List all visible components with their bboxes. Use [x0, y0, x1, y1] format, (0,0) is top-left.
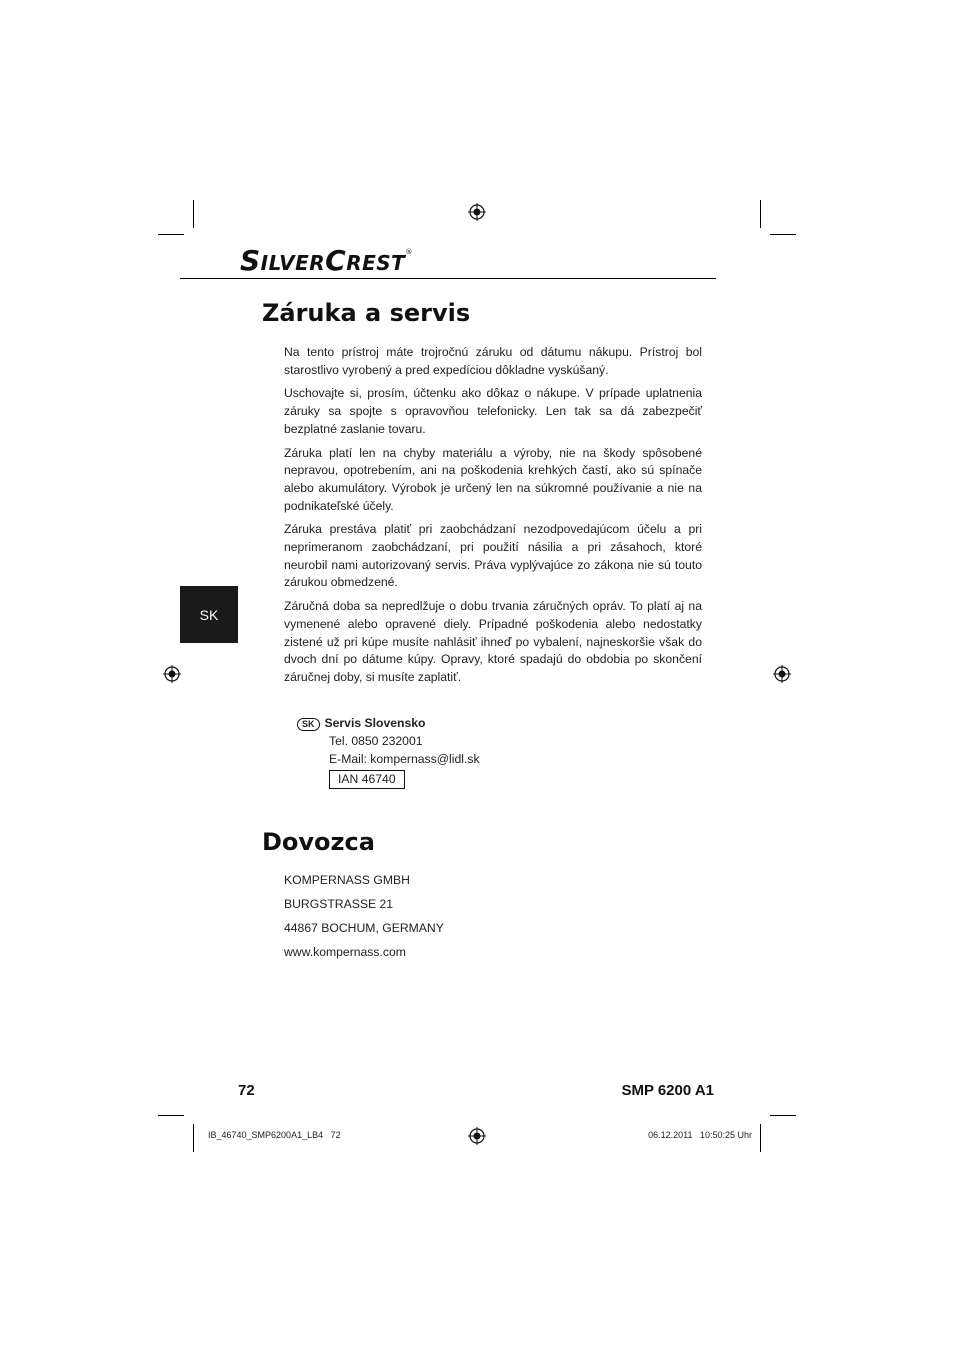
address-line: KOMPERNASS GMBH: [284, 873, 410, 887]
registration-mark-icon: [163, 665, 181, 683]
paragraph: Záručná doba sa nepredlžuje o dobu trvania záručných opráv. To platí aj na vymenené alebo opravené diely. Prípadné poškodenia alebo nedostatky zistené už pri kúpe musíte nahlásiť ihneď po vybalení, najneskoršie však do dvoch dní po dátume kúpy. Opravy, ktoré spadajú do obdobia po skončení záručnej doby, si musíte zaplatiť.: [284, 599, 702, 684]
address-line: 44867 BOCHUM, GERMANY: [284, 921, 444, 935]
brand-logo: SILVERCREST®: [240, 244, 413, 277]
crop-mark: [158, 234, 184, 235]
service-name: Servis Slovensko: [324, 716, 426, 730]
language-tab: SK: [180, 586, 238, 643]
crop-mark: [770, 234, 796, 235]
section-title-warranty: Záruka a servis: [262, 299, 471, 327]
section-title-importer: Dovozca: [262, 828, 375, 856]
crop-mark: [770, 1115, 796, 1116]
crop-mark: [193, 1124, 194, 1152]
service-email: E-Mail: kompernass@lidl.sk: [329, 752, 480, 766]
registration-mark-icon: [773, 665, 791, 683]
paragraph: Uschovajte si, prosím, účtenku ako dôkaz o nákupe. V prípade uplatnenia záruky sa spojte s opravovňou telefonicky. Len tak sa dá zabezpečiť bezplatné zaslanie tovaru.: [284, 386, 702, 436]
model-number: SMP 6200 A1: [621, 1082, 714, 1099]
crop-mark: [760, 200, 761, 228]
registration-mark-icon: [468, 1127, 486, 1145]
print-slug-right: 06.12.2011 10:50:25 Uhr: [648, 1130, 752, 1140]
paragraph: Záruka platí len na chyby materiálu a výroby, nie na škody spôsobené nepravou, opotrebením, ani na poškodenia krehkých častí, ako sú spínače alebo akumulátory. Výrobok je určený len na súkromné používanie a nie na podnikateľské účely.: [284, 445, 702, 513]
website-link: www.kompernass.com: [284, 945, 406, 959]
crop-mark: [760, 1124, 761, 1152]
service-phone: Tel. 0850 232001: [329, 734, 423, 748]
address-line: BURGSTRASSE 21: [284, 897, 394, 911]
header-rule: [180, 278, 716, 279]
print-slug-left: IB_46740_SMP6200A1_LB4 72: [208, 1130, 341, 1140]
service-contact: [297, 714, 480, 789]
crop-mark: [158, 1115, 184, 1116]
registration-mark-icon: [468, 203, 486, 221]
importer-address: [284, 873, 444, 969]
page-number: 72: [238, 1082, 255, 1099]
paragraph: Na tento prístroj máte trojročnú záruku od dátumu nákupu. Prístroj bol starostlivo vyrobený a pred expedíciou dôkladne vyskúšaný.: [284, 345, 702, 377]
paragraph: Záruka prestáva platiť pri zaobchádzaní nezodpovedajúcom účelu a pri neprimeranom zaobchádzaní, pri použití násilia a pri zásahoch, ktoré neurobil nami autorizovaný servis. Práva vyplývajúce zo zákona nie sú touto zárukou obmedzené.: [284, 522, 702, 590]
warranty-text: [284, 344, 702, 693]
country-badge: SK: [297, 718, 320, 731]
ian-box: IAN 46740: [329, 770, 405, 789]
crop-mark: [193, 200, 194, 228]
